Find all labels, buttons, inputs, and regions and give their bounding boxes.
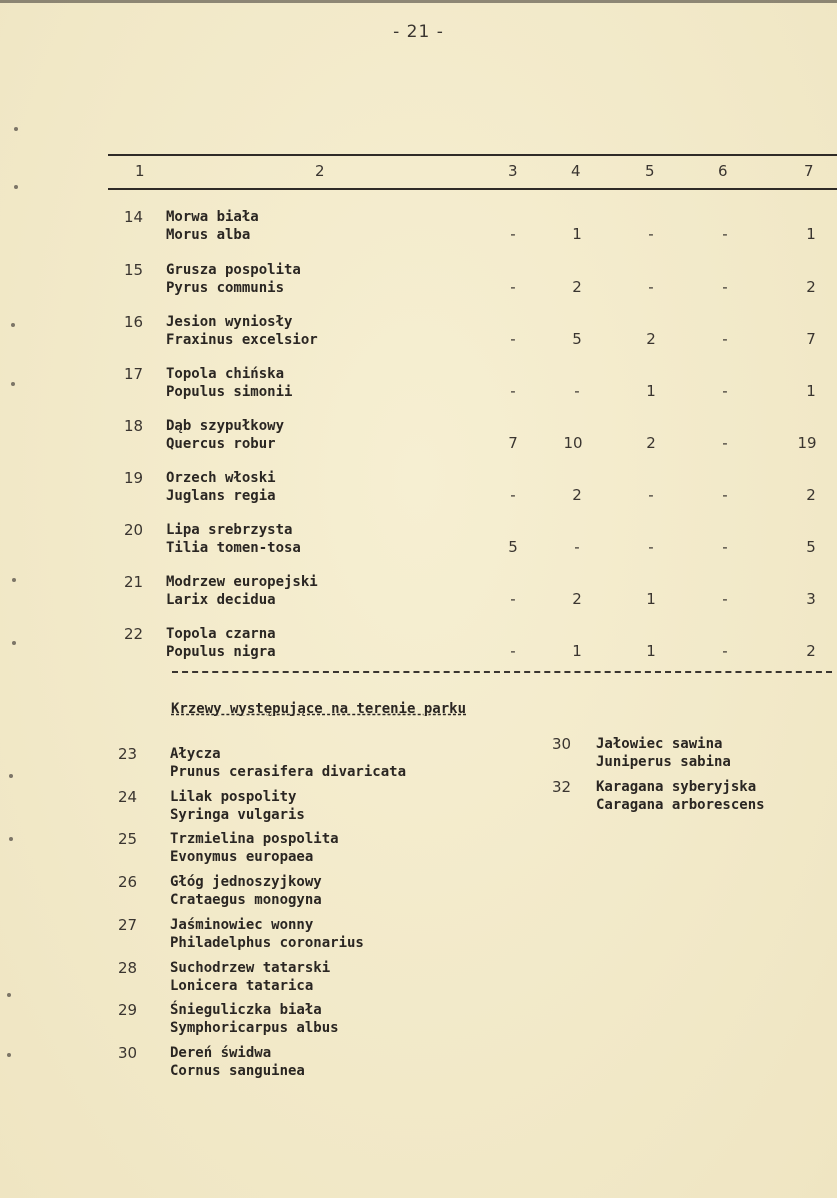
cell-col5: - <box>648 278 654 296</box>
species-name: Morwa biała Morus alba <box>166 209 259 243</box>
species-name: Jaśminowiec wonny Philadelphus coronarius <box>170 917 364 951</box>
species-name: Głóg jednoszyjkowy Crataegus monogyna <box>170 874 322 908</box>
species-name: Modrzew europejski Larix decidua <box>166 574 318 608</box>
table-header-rule <box>108 188 837 190</box>
species-name: Orzech włoski Juglans regia <box>166 470 276 504</box>
cell-col4: 1 <box>572 225 582 243</box>
table-row <box>0 625 837 671</box>
cell-col6: - <box>722 538 728 556</box>
margin-mark <box>9 837 13 841</box>
item-number: 28 <box>118 959 138 977</box>
cell-col4: - <box>574 382 580 400</box>
row-number: 17 <box>124 365 144 383</box>
row-number: 20 <box>124 521 144 539</box>
column-header-5: 5 <box>645 162 655 180</box>
margin-mark <box>7 993 11 997</box>
species-name: Suchodrzew tatarski Lonicera tatarica <box>170 960 331 994</box>
cell-col3: - <box>510 330 516 348</box>
species-name: Topola chińska Populus simonii <box>166 366 293 400</box>
cell-col5: 1 <box>646 590 656 608</box>
table-row <box>0 469 837 515</box>
table-row <box>0 573 837 619</box>
cell-col4: 10 <box>563 434 583 452</box>
item-number: 30 <box>118 1044 138 1062</box>
species-name: Śnieguliczka biała Symphoricarpus albus <box>170 1002 339 1036</box>
cell-col3: 5 <box>508 538 518 556</box>
cell-col7: 2 <box>806 486 816 504</box>
species-name: Jałowiec sawina Juniperus sabina <box>596 736 731 770</box>
table-row <box>0 417 837 463</box>
margin-mark <box>14 127 18 131</box>
cell-col3: - <box>510 278 516 296</box>
row-number: 22 <box>124 625 144 643</box>
item-number: 25 <box>118 830 138 848</box>
column-header-3: 3 <box>508 162 518 180</box>
species-name: Ałycza Prunus cerasifera divaricata <box>170 746 407 780</box>
cell-col4: 2 <box>572 486 582 504</box>
column-header-1: 1 <box>135 162 145 180</box>
species-name: Topola czarna Populus nigra <box>166 626 276 660</box>
species-name: Karagana syberyjska Caragana arborescens <box>596 779 765 813</box>
item-number: 26 <box>118 873 138 891</box>
row-number: 21 <box>124 573 144 591</box>
column-header-2: 2 <box>315 162 325 180</box>
column-header-6: 6 <box>718 162 728 180</box>
cell-col7: 2 <box>806 278 816 296</box>
row-number: 19 <box>124 469 144 487</box>
table-row <box>0 521 837 567</box>
cell-col4: 2 <box>572 590 582 608</box>
cell-col6: - <box>722 434 728 452</box>
cell-col3: - <box>510 590 516 608</box>
species-name: Lilak pospolity Syringa vulgaris <box>170 789 305 823</box>
cell-col5: - <box>648 486 654 504</box>
cell-col7: 3 <box>806 590 816 608</box>
cell-col3: - <box>510 225 516 243</box>
table-top-rule <box>108 154 837 156</box>
cell-col5: - <box>648 225 654 243</box>
cell-col7: 1 <box>806 382 816 400</box>
shrubs-heading: Krzewy występujące na terenie parku <box>171 701 467 717</box>
cell-col6: - <box>722 642 728 660</box>
page-top-edge <box>0 0 837 3</box>
item-number: 24 <box>118 788 138 806</box>
cell-col4: 5 <box>572 330 582 348</box>
cell-col5: - <box>648 538 654 556</box>
species-name: Jesion wyniosły Fraxinus excelsior <box>166 314 318 348</box>
cell-col7: 7 <box>806 330 816 348</box>
row-number: 18 <box>124 417 144 435</box>
cell-col6: - <box>722 590 728 608</box>
table-row <box>0 313 837 359</box>
cell-col4: 1 <box>572 642 582 660</box>
item-number: 30 <box>552 735 572 753</box>
page-number: - 21 - <box>393 22 444 42</box>
table-row <box>0 208 837 254</box>
cell-col5: 2 <box>646 434 656 452</box>
column-header-4: 4 <box>571 162 581 180</box>
species-name: Lipa srebrzysta Tilia tomen-tosa <box>166 522 301 556</box>
column-header-7: 7 <box>804 162 814 180</box>
cell-col3: - <box>510 382 516 400</box>
species-name: Trzmielina pospolita Evonymus europaea <box>170 831 339 865</box>
item-number: 29 <box>118 1001 138 1019</box>
row-number: 15 <box>124 261 144 279</box>
species-name: Dereń świdwa Cornus sanguinea <box>170 1045 305 1079</box>
item-number: 23 <box>118 745 138 763</box>
margin-mark <box>9 774 13 778</box>
margin-mark <box>7 1053 11 1057</box>
cell-col4: - <box>574 538 580 556</box>
margin-mark <box>14 185 18 189</box>
cell-col7: 1 <box>806 225 816 243</box>
cell-col5: 2 <box>646 330 656 348</box>
table-row <box>0 365 837 411</box>
cell-col7: 5 <box>806 538 816 556</box>
cell-col3: - <box>510 642 516 660</box>
table-row <box>0 261 837 307</box>
cell-col4: 2 <box>572 278 582 296</box>
cell-col5: 1 <box>646 642 656 660</box>
item-number: 32 <box>552 778 572 796</box>
cell-col6: - <box>722 225 728 243</box>
item-number: 27 <box>118 916 138 934</box>
species-name: Grusza pospolita Pyrus communis <box>166 262 301 296</box>
dashed-separator <box>172 671 832 673</box>
cell-col6: - <box>722 330 728 348</box>
cell-col6: - <box>722 382 728 400</box>
row-number: 16 <box>124 313 144 331</box>
cell-col7: 19 <box>797 434 817 452</box>
cell-col5: 1 <box>646 382 656 400</box>
cell-col7: 2 <box>806 642 816 660</box>
cell-col3: - <box>510 486 516 504</box>
cell-col6: - <box>722 486 728 504</box>
cell-col3: 7 <box>508 434 518 452</box>
cell-col6: - <box>722 278 728 296</box>
species-name: Dąb szypułkowy Quercus robur <box>166 418 285 452</box>
row-number: 14 <box>124 208 144 226</box>
